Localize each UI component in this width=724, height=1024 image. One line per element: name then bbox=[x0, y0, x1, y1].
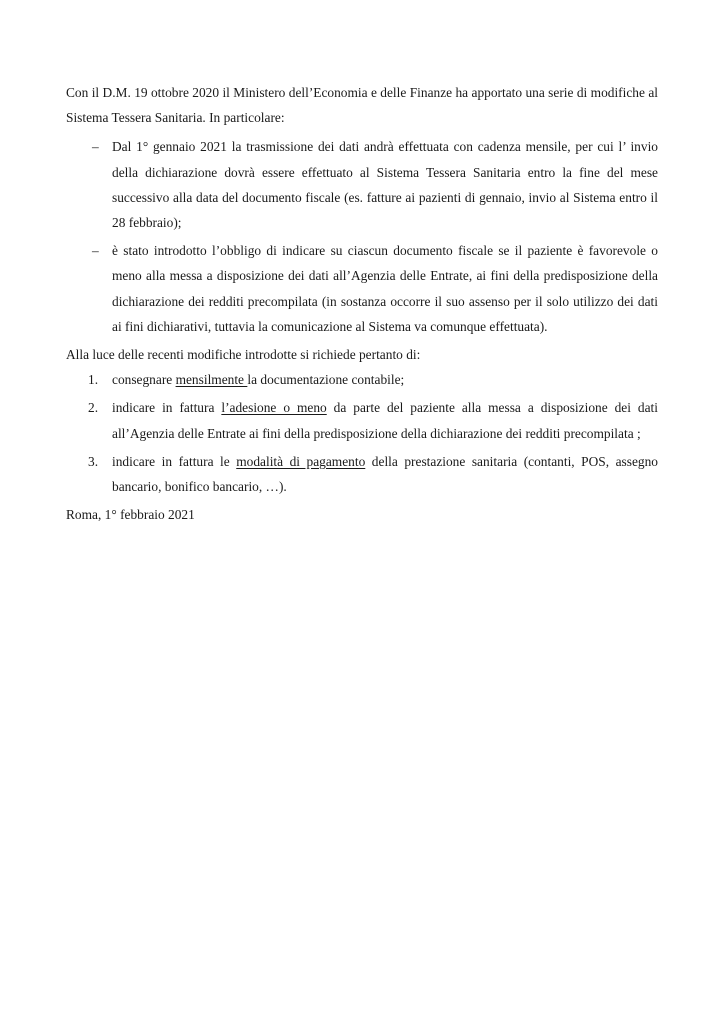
list-item bbox=[66, 395, 658, 445]
text-before: indicare in fattura le bbox=[112, 453, 237, 469]
list-item bbox=[66, 449, 658, 499]
dash-bullet: – bbox=[92, 139, 99, 155]
list-number: 2. bbox=[88, 400, 99, 416]
text-after: della prestazione sanitaria (contanti, POS, assegno bancario, bonifico bancario, …). bbox=[112, 453, 658, 495]
list-number: 3. bbox=[88, 453, 99, 469]
request-lead-paragraph: Alla luce delle recenti modifiche introdotte si richiede pertanto di: bbox=[66, 347, 421, 363]
text-after: da parte del paziente alla messa a disposizione dei dati all’Agenzia delle Entrate ai fini della predisposizione della dichiarazione dei redditi precompilata ; bbox=[112, 400, 658, 441]
list-item bbox=[66, 238, 658, 339]
list-item bbox=[66, 367, 658, 392]
underlined-text: mensilmente bbox=[175, 372, 248, 388]
intro-paragraph: Con il D.M. 19 ottobre 2020 il Ministero dell’Economia e delle Finanze ha apportato una serie di modifiche al Sistema Tessera Sanitaria. In particolare: bbox=[66, 85, 658, 126]
text-after: la documentazione contabile; bbox=[247, 372, 405, 388]
signoff-place-date: Roma, 1° febbraio 2021 bbox=[66, 507, 195, 523]
list-item-text: è stato introdotto l’obbligo di indicare su ciascun documento fiscale se il paziente è favorevole o meno alla messa a disposizione dei dati all’Agenzia delle Entrate, ai fini della predisposizione della dichiarazione dei redditi precompilata (in sostanza occorre il suo assenso per il solo utilizzo dei dati ai fini dichiarativi, tuttavia la comunicazione al Sistema va comunque effettuata). bbox=[112, 243, 658, 334]
dash-bullet: – bbox=[92, 243, 99, 259]
requests-list bbox=[66, 367, 658, 499]
underlined-text: modalità di pagamento bbox=[236, 453, 366, 469]
underlined-text: l’adesione o meno bbox=[221, 400, 327, 416]
list-item bbox=[66, 134, 658, 235]
list-number: 1. bbox=[88, 372, 99, 388]
document-body bbox=[66, 80, 658, 527]
text-before: consegnare bbox=[112, 372, 176, 388]
changes-list bbox=[66, 134, 658, 339]
text-before: indicare in fattura bbox=[112, 400, 222, 416]
list-item-text: Dal 1° gennaio 2021 la trasmissione dei dati andrà effettuata con cadenza mensile, per cui l’ invio della dichiarazione dovrà essere effettuato al Sistema Tessera Sanitaria entro la fine del mese successivo alla data del documento fiscale (es. fatture ai pazienti di gennaio, invio al Sistema entro il 28 febbraio); bbox=[112, 139, 658, 231]
